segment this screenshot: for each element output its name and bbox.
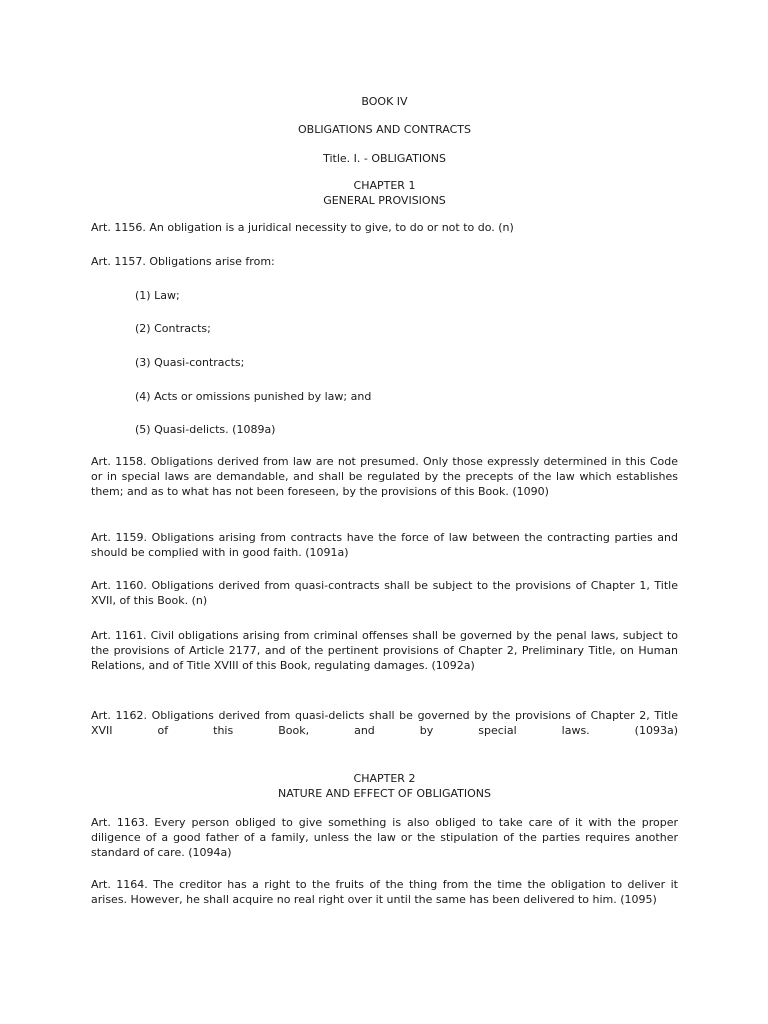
chapter-1-name: GENERAL PROVISIONS: [323, 194, 446, 207]
chapter-2-name: NATURE AND EFFECT OF OBLIGATIONS: [277, 787, 492, 800]
article-1164: Art. 1164. The creditor has a right to the fruits of the thing from the time the obligation to deliver it arises. However, he shall acquire no real right over it until the same has been delivered to him. (1095): [91, 878, 678, 906]
article-1157-item-1: (1) Law;: [135, 289, 180, 302]
subject-heading: OBLIGATIONS AND CONTRACTS: [297, 123, 472, 136]
article-1157-item-5: (5) Quasi-delicts. (1089a): [135, 423, 276, 436]
article-1158: Art. 1158. Obligations derived from law are not presumed. Only those expressly determined in this Code or in special laws are demandable, and shall be regulated by the precepts of the law which establishes them; and as to what has not been foreseen, by the provisions of this Book. (1090): [91, 455, 678, 498]
article-1162: Art. 1162. Obligations derived from quasi-delicts shall be governed by the provisions of Chapter 2, Title XVII of this Book, and by special laws. (1093a): [91, 709, 678, 737]
title-heading: Title. I. - OBLIGATIONS: [323, 152, 446, 165]
article-1157-item-3: (3) Quasi-contracts;: [135, 356, 245, 369]
article-1159: Art. 1159. Obligations arising from contracts have the force of law between the contracting parties and should be complied with in good faith. (1091a): [91, 531, 678, 559]
article-1156: Art. 1156. An obligation is a juridical necessity to give, to do or not to do. (n): [91, 221, 514, 234]
book-heading: BOOK IV: [361, 95, 408, 108]
article-1157-item-2: (2) Contracts;: [135, 322, 211, 335]
article-1157-item-4: (4) Acts or omissions punished by law; and: [135, 390, 372, 403]
article-1160: Art. 1160. Obligations derived from quasi-contracts shall be subject to the provisions of Chapter 1, Title XVII, of this Book. (n): [91, 579, 678, 607]
article-1161: Art. 1161. Civil obligations arising from criminal offenses shall be governed by the penal laws, subject to the provisions of Article 2177, and of the pertinent provisions of Chapter 2, Preliminary Title, on Human Relations, and of Title XVIII of this Book, regulating damages. (1092a): [91, 629, 678, 672]
article-1163: Art. 1163. Every person obliged to give something is also obliged to take care of it with the proper diligence of a good father of a family, unless the law or the stipulation of the parties requires another standard of care. (1094a): [91, 816, 678, 859]
chapter-2-number: CHAPTER 2: [353, 772, 416, 785]
chapter-2-heading: [91, 771, 678, 801]
article-1157: Art. 1157. Obligations arise from:: [91, 255, 275, 268]
chapter-1-number: CHAPTER 1: [353, 179, 416, 192]
chapter-1-heading: [91, 178, 678, 208]
